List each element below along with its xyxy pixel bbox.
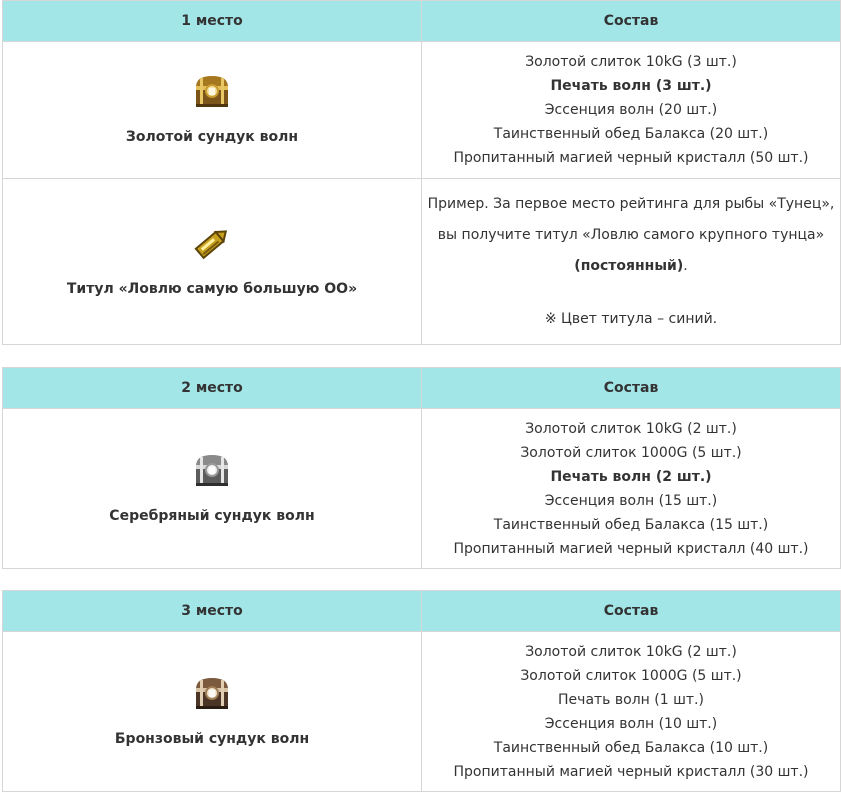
rank3-reward-table — [2, 590, 841, 792]
reward-item: Эссенция волн (10 шт.) — [544, 715, 718, 732]
rank1-chest-cell — [3, 42, 422, 179]
rank1-title-desc-line2: вы получите титул «Ловлю самого крупного тунца» — [437, 226, 825, 243]
rank2-contents-header: Состав — [422, 368, 841, 409]
rank1-title-desc-line3 — [426, 251, 836, 282]
rank2-chest-cell — [3, 409, 422, 569]
rank1-title-cell — [3, 179, 422, 345]
reward-item: Золотой слиток 10kG (2 шт.) — [525, 420, 737, 437]
silver-chest-icon — [192, 450, 232, 498]
reward-item: Золотой слиток 1000G (5 шт.) — [520, 444, 742, 461]
rank3-header-row — [3, 591, 841, 632]
reward-item: Золотой слиток 1000G (5 шт.) — [520, 667, 742, 684]
rank1-title-desc-bold: (постоянный) — [574, 257, 684, 274]
rank2-header-row — [3, 368, 841, 409]
rank1-chest-row — [3, 42, 841, 179]
rank2-chest-contents — [422, 409, 841, 569]
gold-tag-icon — [192, 223, 232, 271]
reward-item: Таинственный обед Балакса (20 шт.) — [493, 126, 769, 142]
reward-item: Золотой слиток 10kG (3 шт.) — [525, 54, 737, 70]
reward-item: Печать волн (3 шт.) — [550, 78, 712, 94]
reward-item: Таинственный обед Балакса (10 шт.) — [493, 739, 769, 756]
rank1-place-header: 1 место — [3, 1, 422, 42]
reward-item: Золотой слиток 10kG (2 шт.) — [525, 643, 737, 660]
rank1-chest-name: Золотой сундук волн — [125, 129, 299, 145]
gold-chest-icon — [192, 71, 232, 119]
rank1-title-desc-line1: Пример. За первое место рейтинга для рыбы «Тунец», — [427, 195, 835, 212]
rank2-place-header: 2 место — [3, 368, 422, 409]
rank3-item-list — [422, 640, 840, 784]
rank1-item-list — [422, 50, 840, 170]
rank3-chest-cell — [3, 632, 422, 792]
bronze-chest-icon — [192, 673, 232, 721]
reward-item: Пропитанный магией черный кристалл (30 шт.) — [453, 763, 809, 780]
rank2-chest-row — [3, 409, 841, 569]
rank3-chest-row — [3, 632, 841, 792]
reward-item: Эссенция волн (15 шт.) — [544, 492, 718, 509]
rank1-title-desc-cell — [422, 179, 841, 345]
rank1-title-note: ※ Цвет титула – синий. — [544, 310, 718, 327]
rank1-reward-table — [2, 0, 841, 345]
rank1-title-row — [3, 179, 841, 345]
reward-item: Таинственный обед Балакса (15 шт.) — [493, 516, 769, 533]
rank3-contents-header: Состав — [422, 591, 841, 632]
rank3-chest-name: Бронзовый сундук волн — [114, 730, 310, 747]
rank1-title-name: Титул «Ловлю самую большую ОО» — [66, 280, 358, 297]
rank1-title-desc-period: . — [683, 257, 688, 274]
rank3-place-header: 3 место — [3, 591, 422, 632]
rank1-contents-header: Состав — [422, 1, 841, 42]
rank2-item-list — [422, 417, 840, 561]
rank2-reward-table — [2, 367, 841, 569]
rank2-chest-name: Серебряный сундук волн — [109, 507, 315, 524]
reward-item: Печать волн (1 шт.) — [558, 691, 704, 708]
reward-item: Эссенция волн (20 шт.) — [544, 102, 718, 118]
reward-item: Печать волн (2 шт.) — [550, 468, 712, 485]
reward-item: Пропитанный магией черный кристалл (50 шт.) — [453, 150, 809, 166]
rank3-chest-contents — [422, 632, 841, 792]
rank1-chest-contents — [422, 42, 841, 179]
reward-item: Пропитанный магией черный кристалл (40 шт.) — [453, 540, 809, 557]
rank1-header-row — [3, 1, 841, 42]
